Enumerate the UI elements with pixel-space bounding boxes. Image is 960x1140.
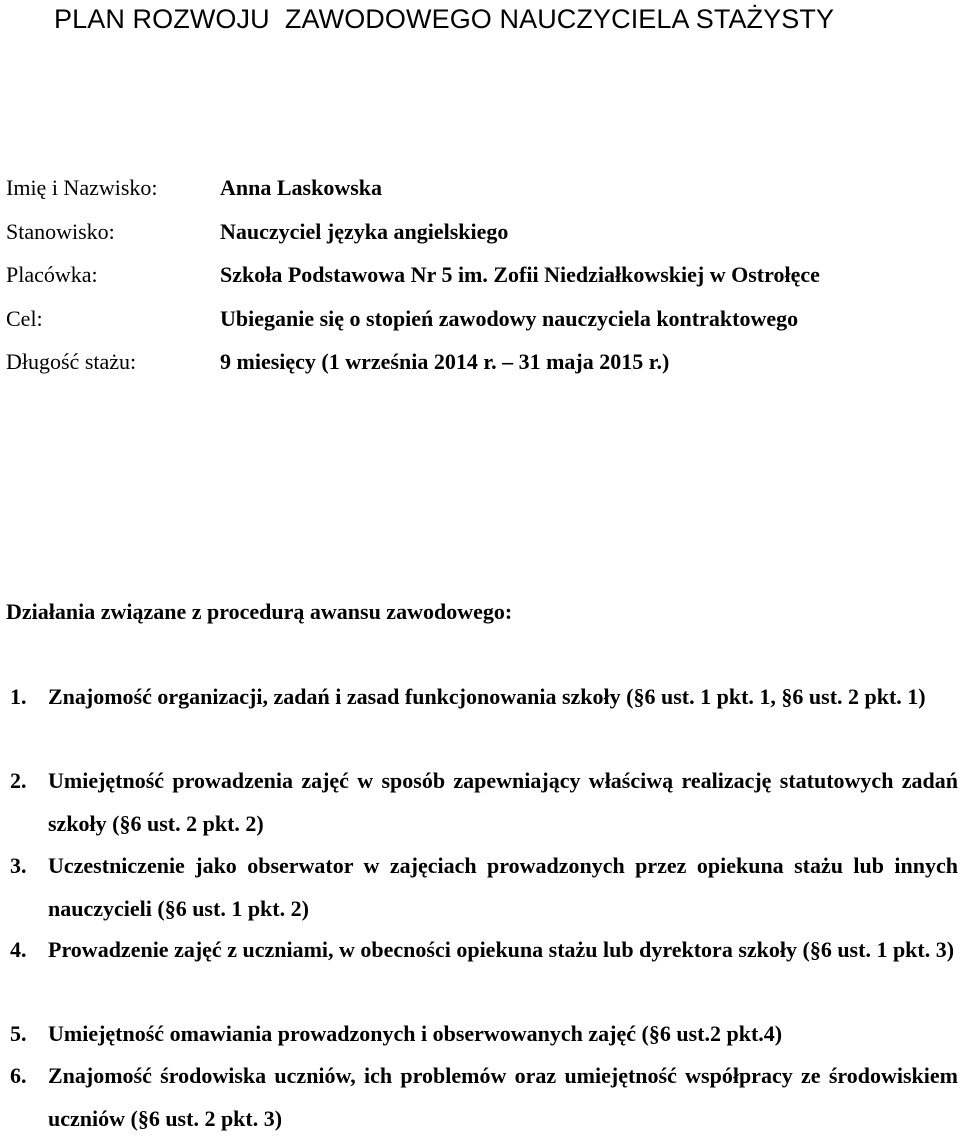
list-item: [10, 676, 958, 719]
list-item-number: 2.: [10, 768, 27, 793]
info-value: 9 miesięcy (1 września 2014 r. – 31 maja 2015 r.): [220, 349, 670, 374]
info-value: Szkoła Podstawowa Nr 5 im. Zofii Niedziałkowskiej w Ostrołęce: [220, 262, 820, 287]
list-item-number: 1.: [10, 684, 27, 709]
list-item-number: 6.: [10, 1063, 27, 1088]
list-item: [10, 760, 958, 845]
info-label: Stanowisko:: [6, 218, 115, 244]
info-value: Ubieganie się o stopień zawodowy nauczyciela kontraktowego: [220, 305, 799, 331]
list-item: [10, 1013, 958, 1056]
activities-heading: Działania związane z procedurą awansu zawodowego:: [6, 599, 513, 624]
list-item-text: Znajomość środowiska uczniów, ich problemów oraz umiejętność współpracy ze środowiskiem uczniów (§6 ust. 2 pkt. 3): [48, 1063, 958, 1131]
list-item-number: 3.: [10, 853, 27, 878]
list-item: [10, 929, 958, 972]
list-item-text: Uczestniczenie jako obserwator w zajęciach prowadzonych przez opiekuna stażu lub innych nauczycieli (§6 ust. 1 pkt. 2): [48, 853, 958, 921]
list-item-text: Umiejętność omawiania prowadzonych i obserwowanych zajęć (§6 ust.2 pkt.4): [48, 1021, 783, 1046]
info-label: Placówka:: [6, 262, 98, 287]
info-label: Cel:: [6, 305, 43, 331]
list-item-text: Znajomość organizacji, zadań i zasad funkcjonowania szkoły (§6 ust. 1 pkt. 1, §6 ust. 2 pkt. 1): [48, 684, 926, 709]
list-item-number: 5.: [10, 1021, 27, 1046]
list-item: [10, 1055, 958, 1140]
document-title: PLAN ROZWOJU ZAWODOWEGO NAUCZYCIELA STAŻYSTY: [54, 4, 835, 34]
list-item-number: 4.: [10, 937, 27, 962]
info-value: Anna Laskowska: [220, 175, 383, 200]
list-item: [10, 845, 958, 930]
info-label: Długość stażu:: [6, 349, 137, 374]
info-label: Imię i Nazwisko:: [6, 175, 158, 200]
list-item-text: Prowadzenie zajęć z uczniami, w obecności opiekuna stażu lub dyrektora szkoły (§6 ust. 1 pkt. 3): [48, 937, 955, 962]
info-value: Nauczyciel języka angielskiego: [220, 218, 509, 244]
list-item-text: Umiejętność prowadzenia zajęć w sposób zapewniający właściwą realizację statutowych zadań szkoły (§6 ust. 2 pkt. 2): [48, 768, 958, 836]
